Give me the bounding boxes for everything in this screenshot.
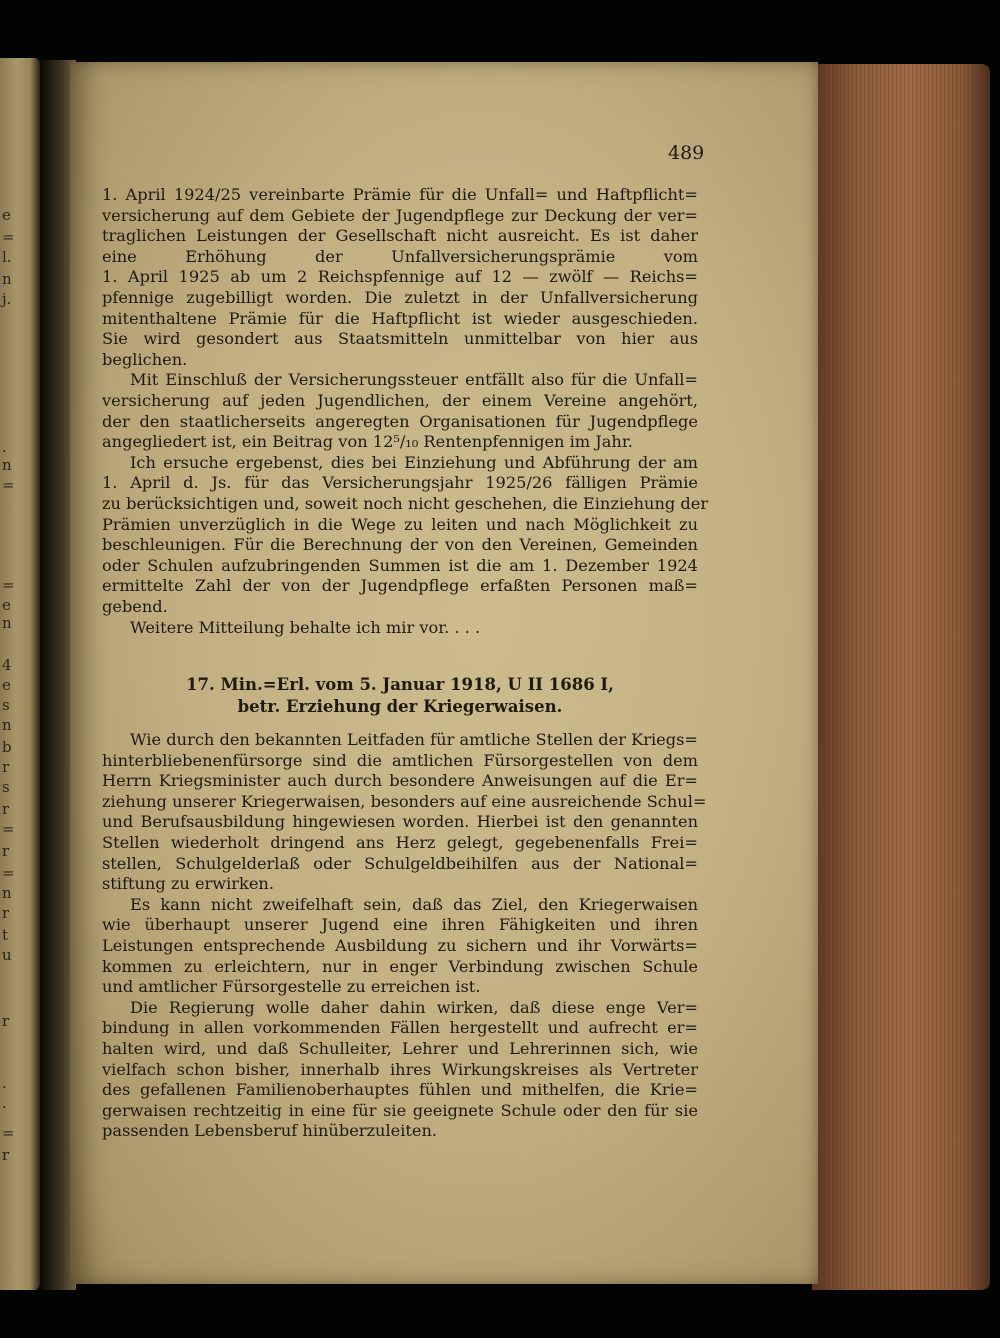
left-margin-char: n — [2, 456, 12, 474]
text-line: Ich ersuche ergebenst, dies bei Einziehung und Abführung der am — [130, 452, 698, 472]
text-line: Mit Einschluß der Versicherungssteuer entfällt also für die Unfall= — [130, 370, 698, 390]
left-margin-char: e — [2, 206, 11, 224]
left-page-margin-text — [0, 58, 14, 1290]
section-heading-line-1: 17. Min.=Erl. vom 5. Januar 1918, U II 1686 I, — [186, 675, 614, 694]
text-line: beschleunigen. Für die Berechnung der von den Vereinen, Gemeinden — [102, 535, 698, 555]
text-line: Prämien unverzüglich in die Wege zu leiten und nach Möglichkeit zu — [102, 514, 698, 534]
left-margin-char: j. — [2, 290, 12, 308]
text-line: kommen zu erleichtern, nur in enger Verbindung zwischen Schule — [102, 956, 698, 976]
text-line: oder Schulen aufzubringenden Summen ist die am 1. Dezember 1924 — [102, 555, 698, 575]
left-margin-char: = — [2, 820, 15, 838]
left-margin-char: r — [2, 1012, 10, 1030]
left-margin-char: s — [2, 778, 10, 796]
text-line: und amtlicher Fürsorgestelle zu erreichen ist. — [102, 977, 481, 997]
text-line: und Berufsausbildung hingewiesen worden. Hierbei ist den genannten — [102, 812, 698, 832]
left-margin-char: n — [2, 614, 12, 632]
text-line: eine Erhöhung der Unfallversicherungsprämie vom — [102, 246, 698, 266]
text-line: 1. April d. Js. für das Versicherungsjahr 1925/26 fälligen Prämie — [102, 473, 698, 493]
left-margin-char: t — [2, 926, 9, 944]
text-line: bindung in allen vorkommenden Fällen hergestellt und aufrecht er= — [102, 1018, 698, 1038]
text-line: des gefallenen Familienoberhauptes fühlen und mithelfen, die Krie= — [102, 1080, 698, 1100]
text-line: angegliedert ist, ein Beitrag von 12⁵/₁₀ Rentenpfennigen im Jahr. — [102, 432, 633, 452]
text-line: beglichen. — [102, 349, 188, 369]
book-page — [70, 62, 818, 1284]
left-margin-char: = — [2, 476, 15, 494]
text-line: mitenthaltene Prämie für die Haftpflicht ist wieder ausgeschieden. — [102, 308, 698, 328]
left-margin-char: s — [2, 696, 10, 714]
left-margin-char: . — [2, 1074, 7, 1092]
left-margin-char: r — [2, 1146, 10, 1164]
text-line: Es kann nicht zweifelhaft sein, daß das Ziel, den Kriegerwaisen — [130, 894, 698, 914]
left-margin-char: r — [2, 842, 10, 860]
left-page-edge — [0, 58, 40, 1290]
text-line: halten wird, und daß Schulleiter, Lehrer und Lehrerinnen sich, wie — [102, 1039, 698, 1058]
left-margin-char: = — [2, 864, 15, 882]
page-edges — [812, 64, 990, 1290]
text-line: Herrn Kriegsminister auch durch besondere Anweisungen auf die Er= — [102, 771, 698, 791]
text-line: stellen, Schulgelderlaß oder Schulgeldbeihilfen aus der National= — [102, 853, 698, 873]
text-line: Stellen wiederholt dringend ans Herz gelegt, gegebenenfalls Frei= — [102, 833, 698, 852]
text-line: Sie wird gesondert aus Staatsmitteln unmittelbar von hier aus — [102, 329, 698, 349]
left-margin-char: . — [2, 438, 7, 456]
left-margin-char: u — [2, 946, 12, 964]
text-line: pfennige zugebilligt worden. Die zuletzt in der Unfallversicherung — [102, 288, 698, 307]
left-margin-char: r — [2, 758, 10, 776]
left-margin-char: r — [2, 904, 10, 922]
left-margin-char: = — [2, 576, 15, 594]
left-margin-char: r — [2, 800, 10, 818]
left-margin-char: n — [2, 884, 12, 902]
left-margin-char: n — [2, 716, 12, 734]
left-margin-char: n — [2, 270, 12, 288]
section-heading-line-2: betr. Erziehung der Kriegerwaisen. — [237, 697, 563, 716]
text-line: stiftung zu erwirken. — [102, 874, 274, 894]
left-margin-char: = — [2, 228, 15, 246]
text-line: ermittelte Zahl der von der Jugendpflege erfaßten Personen maß= — [102, 576, 698, 596]
text-line: hinterbliebenenfürsorge sind die amtlichen Fürsorgestellen von dem — [102, 750, 698, 770]
text-line: Leistungen entsprechende Ausbildung zu sichern und ihr Vorwärts= — [102, 936, 698, 955]
text-line: gerwaisen rechtzeitig in eine für sie geeignete Schule oder den für sie — [102, 1100, 698, 1120]
left-margin-char: 4 — [2, 656, 12, 674]
text-line: versicherung auf dem Gebiete der Jugendpflege zur Deckung der ver= — [102, 205, 698, 225]
text-line: 1. April 1924/25 vereinbarte Prämie für die Unfall= und Haftpflicht= — [102, 185, 698, 204]
text-line: Wie durch den bekannten Leitfaden für amtliche Stellen der Kriegs= — [130, 730, 698, 749]
left-margin-char: l. — [2, 248, 12, 266]
text-line: der den staatlicherseits angeregten Organisationen für Jugendpflege — [102, 411, 698, 431]
text-line: versicherung auf jeden Jugendlichen, der einem Vereine angehört, — [102, 391, 698, 410]
text-line: ziehung unserer Kriegerwaisen, besonders auf eine ausreichende Schul= — [102, 791, 707, 811]
left-margin-char: = — [2, 1124, 15, 1142]
text-line: zu berücksichtigen und, soweit noch nicht geschehen, die Einziehung der — [102, 494, 709, 513]
text-line: 1. April 1925 ab um 2 Reichspfennige auf 12 — zwölf — Reichs= — [102, 267, 698, 287]
text-line: wie überhaupt unserer Jugend eine ihren Fähigkeiten und ihren — [102, 915, 698, 935]
text-line: gebend. — [102, 597, 168, 616]
closing-line: Weitere Mitteilung behalte ich mir vor. . . . — [130, 617, 481, 637]
left-margin-char: e — [2, 676, 11, 694]
left-margin-char: b — [2, 738, 12, 756]
left-margin-char: e — [2, 596, 11, 614]
text-line: passenden Lebensberuf hinüberzuleiten. — [102, 1121, 438, 1141]
text-line: traglichen Leistungen der Gesellschaft nicht ausreicht. Es ist daher — [102, 226, 698, 246]
page-number: 489 — [668, 142, 705, 164]
left-margin-char: . — [2, 1094, 7, 1112]
text-line: vielfach schon bisher, innerhalb ihres Wirkungskreises als Vertreter — [102, 1059, 698, 1079]
text-line: Die Regierung wolle daher dahin wirken, daß diese enge Ver= — [130, 997, 698, 1017]
